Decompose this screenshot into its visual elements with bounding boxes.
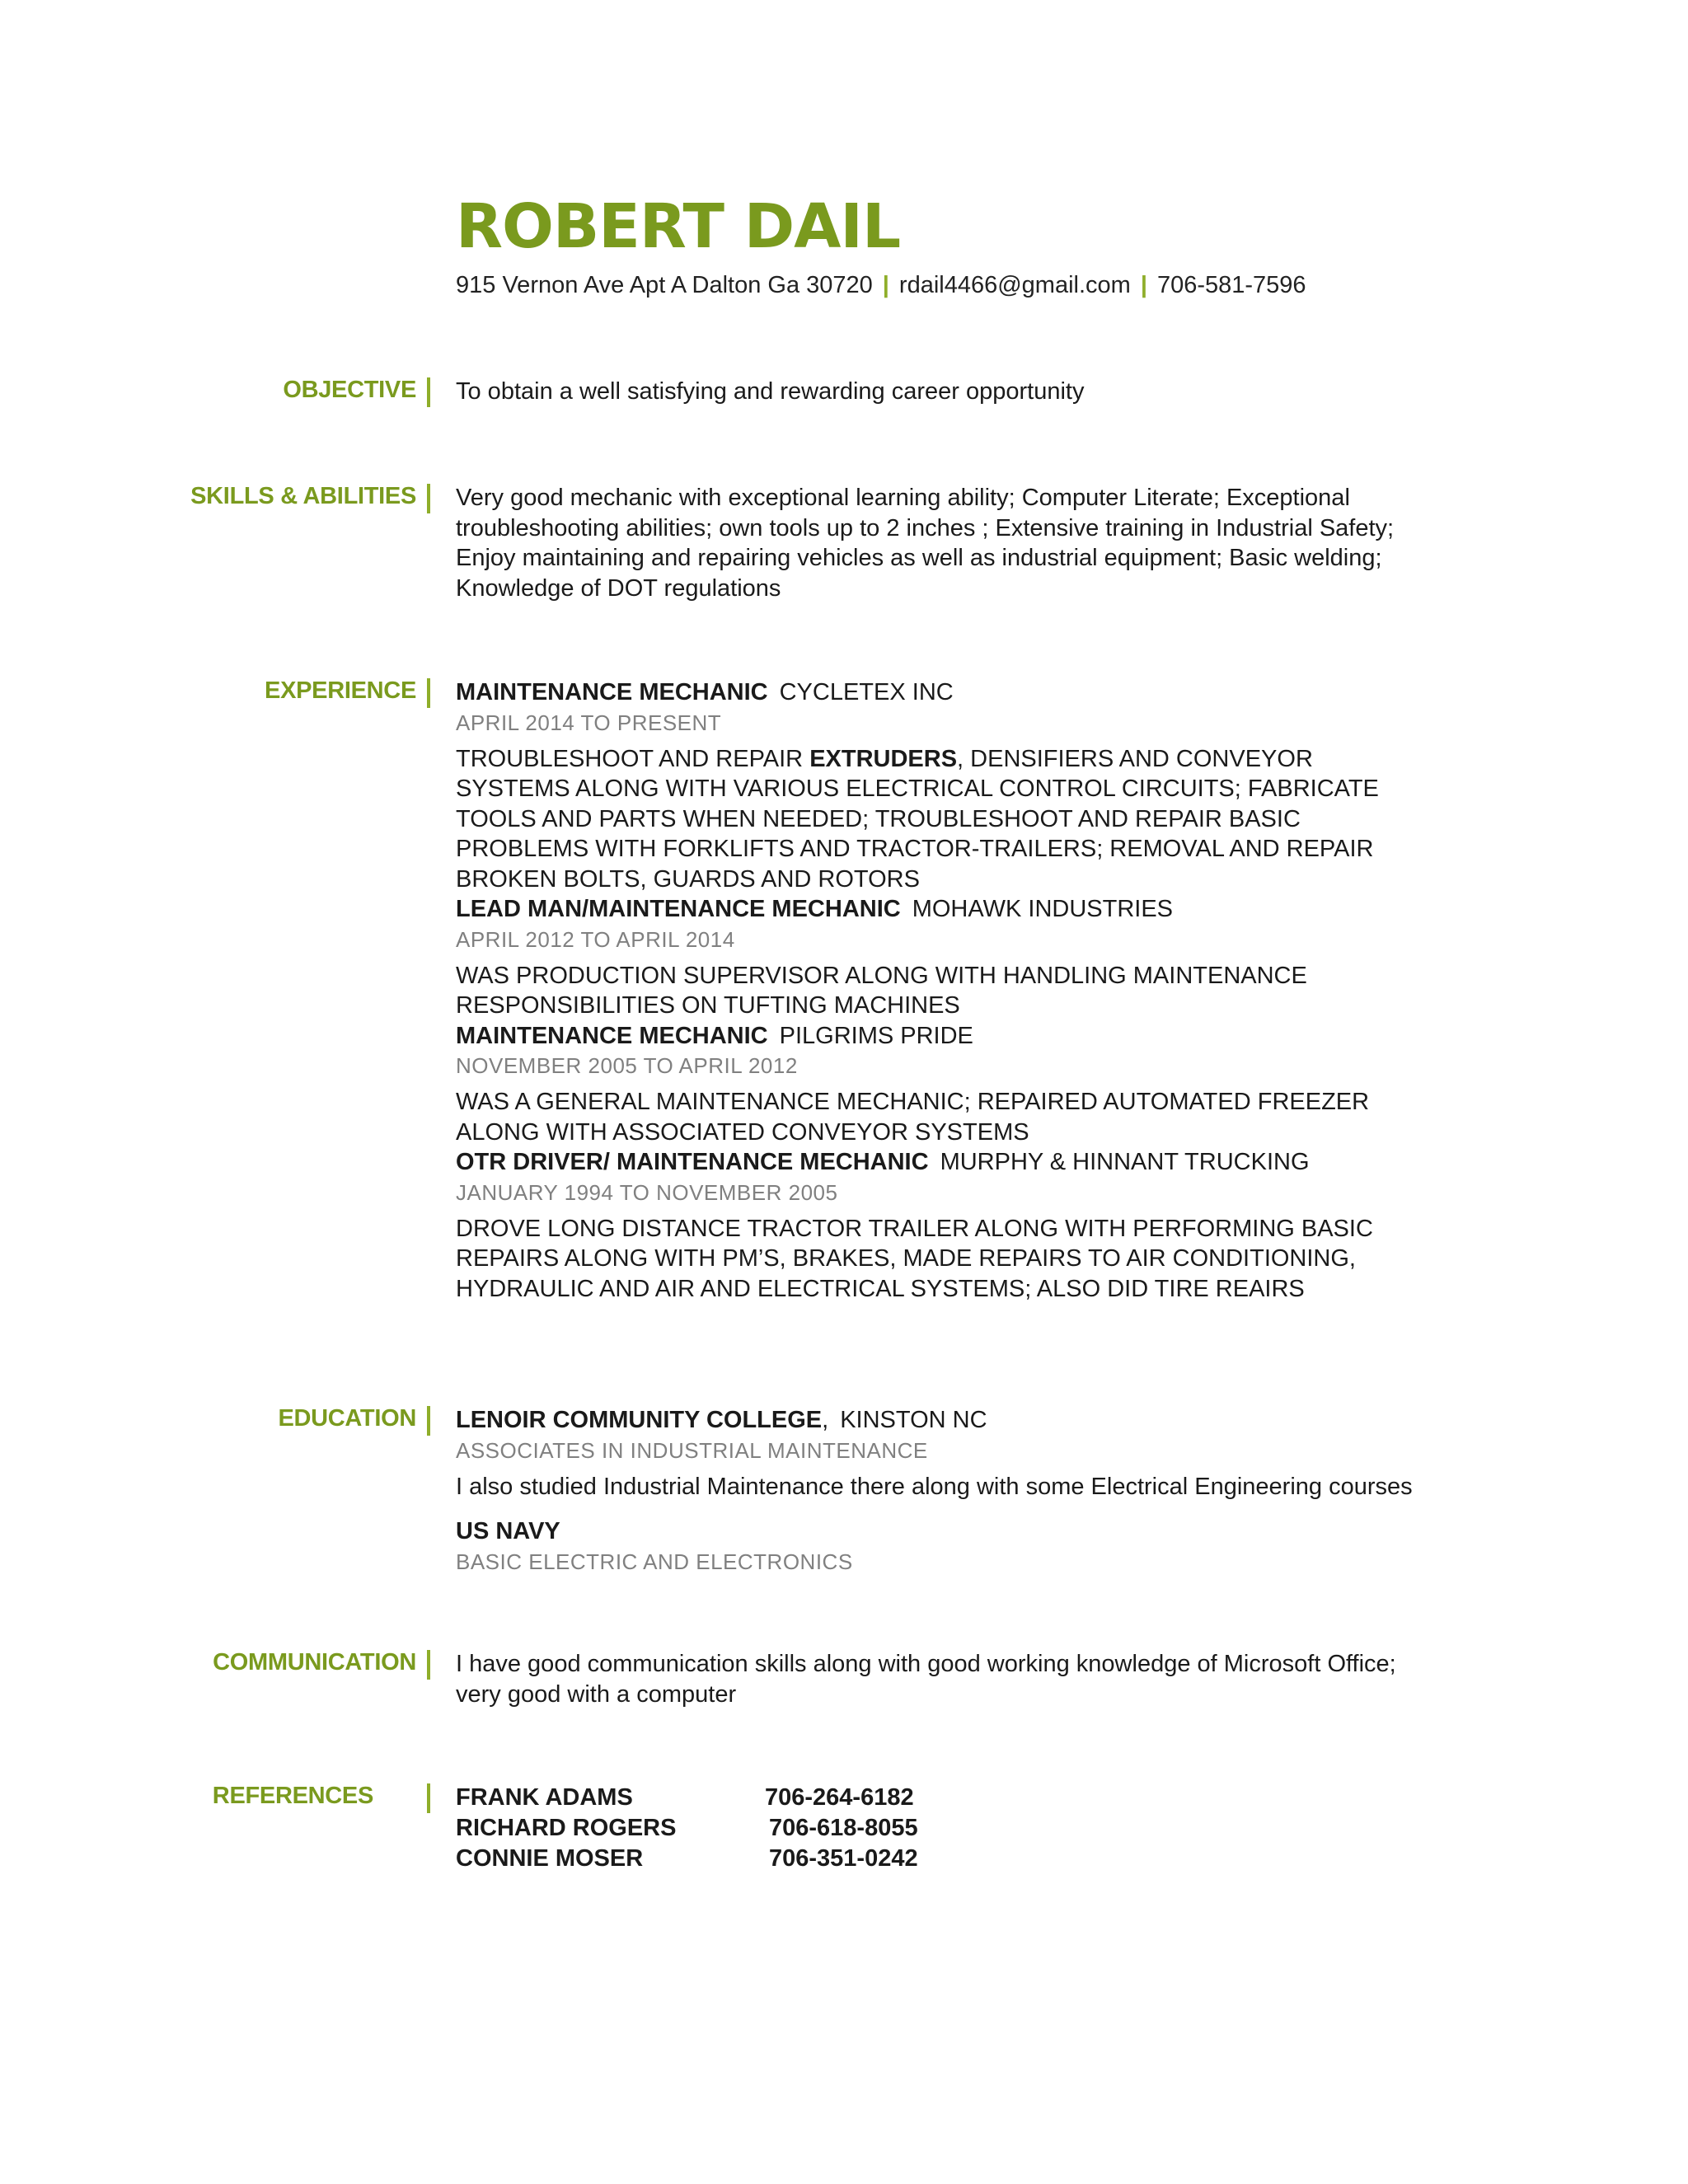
reference-name: RICHARD ROGERS — [456, 1815, 677, 1841]
section-bar — [427, 1783, 430, 1813]
school-name: US NAVY — [456, 1518, 560, 1544]
job-description: WAS PRODUCTION SUPERVISOR ALONG WITH HANDLING MAINTENANCE RESPONSIBILITIES ON TUFTING MACHINES — [456, 962, 1307, 1019]
job-company: MOHAWK INDUSTRIES — [912, 896, 1174, 922]
section-label-experience: EXPERIENCE — [265, 677, 416, 704]
references-list — [456, 1783, 1478, 1874]
degree: BASIC ELECTRIC AND ELECTRONICS — [456, 1549, 853, 1574]
job-title: MAINTENANCE MECHANIC — [456, 1022, 768, 1049]
job-title: MAINTENANCE MECHANIC — [456, 679, 768, 705]
education-entry — [456, 1405, 1478, 1502]
section-label-education: EDUCATION — [278, 1405, 416, 1432]
school-name: LENOIR COMMUNITY COLLEGE — [456, 1407, 823, 1433]
section-label-skills: SKILLS & ABILITIES — [190, 483, 416, 509]
degree: ASSOCIATES IN INDUSTRIAL MAINTENANCE — [456, 1437, 928, 1463]
objective-text: To obtain a well satisfying and rewarding career opportunity — [456, 378, 1085, 405]
job-description-text: TROUBLESHOOT AND REPAIR — [456, 745, 810, 772]
section-bar — [427, 678, 430, 708]
spacer — [456, 1502, 1478, 1516]
section-label-references: REFERENCES — [212, 1783, 373, 1809]
job-description: WAS A GENERAL MAINTENANCE MECHANIC; REPAIRED AUTOMATED FREEZER ALONG WITH ASSOCIATED CONVEYOR SYSTEMS — [456, 1089, 1370, 1146]
education-entry — [456, 1516, 1478, 1577]
education-note: I also studied Industrial Maintenance there along with some Electrical Engineering courses — [456, 1473, 1413, 1500]
job-description — [456, 744, 1428, 895]
job-entry — [456, 1021, 1428, 1148]
reference-row — [456, 1844, 1478, 1874]
skills-line: Knowledge of DOT regulations — [456, 574, 781, 602]
job-company: MURPHY & HINNANT TRUCKING — [940, 1149, 1310, 1175]
job-title: OTR DRIVER/ MAINTENANCE MECHANIC — [456, 1149, 929, 1175]
job-entry — [456, 894, 1428, 1021]
skills-line: Enjoy maintaining and repairing vehicles as well as industrial equipment; Basic welding; — [456, 545, 1382, 571]
school-location: KINSTON NC — [840, 1407, 987, 1433]
candidate-name: ROBERT DAIL — [456, 191, 901, 262]
job-title: LEAD MAN/MAINTENANCE MECHANIC — [456, 896, 901, 922]
separator: | — [1140, 272, 1147, 298]
job-company: PILGRIMS PRIDE — [779, 1022, 973, 1049]
section-bar — [427, 377, 430, 407]
job-company: CYCLETEX INC — [779, 679, 954, 705]
skills-text — [456, 483, 1478, 603]
address: 915 Vernon Ave Apt A Dalton Ga 30720 — [456, 272, 873, 298]
job-dates: JANUARY 1994 TO NOVEMBER 2005 — [456, 1179, 838, 1205]
phone: 706-581-7596 — [1156, 272, 1306, 298]
skills-line: Very good mechanic with exceptional learning ability; Computer Literate; Exceptional — [456, 485, 1350, 511]
separator: | — [882, 272, 889, 298]
section-label-communication: COMMUNICATION — [213, 1649, 416, 1675]
section-bar — [427, 1650, 430, 1680]
section-label-objective: OBJECTIVE — [283, 377, 416, 403]
section-bar — [427, 1406, 430, 1436]
job-dates: NOVEMBER 2005 TO APRIL 2012 — [456, 1053, 798, 1078]
reference-phone: 706-351-0242 — [769, 1845, 918, 1872]
communication-line: I have good communication skills along with good working knowledge of Microsoft Office; — [456, 1651, 1396, 1677]
experience-list — [456, 677, 1428, 1304]
job-description-bold: EXTRUDERS — [809, 745, 958, 772]
comma: , — [822, 1407, 829, 1433]
job-entry — [456, 677, 1428, 894]
reference-name: FRANK ADAMS — [456, 1784, 633, 1811]
job-dates: APRIL 2014 TO PRESENT — [456, 710, 722, 735]
reference-phone: 706-264-6182 — [765, 1784, 914, 1811]
reference-row — [456, 1783, 1478, 1813]
education-list — [456, 1405, 1478, 1577]
communication-line: very good with a computer — [456, 1680, 737, 1708]
email[interactable]: rdail4466@gmail.com — [898, 272, 1131, 298]
communication-text — [456, 1649, 1478, 1709]
job-description-text: , DENSIFIERS AND CONVEYOR SYSTEMS ALONG WITH VARIOUS ELECTRICAL CONTROL CIRCUITS; FABRICATE TOOLS AND PARTS WHEN NEEDED; TROUBLESHOOT AND REPAIR BASIC PROBLEMS WITH FORKLIFTS AND TRACTOR-TRAILERS; REMOVAL AND REPAIR BROKEN BOLTS, GUARDS AND ROTORS — [456, 745, 1379, 893]
contact-line — [456, 272, 1306, 299]
reference-name: CONNIE MOSER — [456, 1845, 644, 1872]
skills-line: troubleshooting abilities; own tools up to 2 inches ; Extensive training in Industrial Safety; — [456, 514, 1395, 541]
reference-row — [456, 1813, 1478, 1844]
section-bar — [427, 484, 430, 513]
reference-phone: 706-618-8055 — [769, 1815, 918, 1841]
job-description: DROVE LONG DISTANCE TRACTOR TRAILER ALONG WITH PERFORMING BASIC REPAIRS ALONG WITH PM’S, BRAKES, MADE REPAIRS TO AIR CONDITIONING, HYDRAULIC AND AIR AND ELECTRICAL SYSTEMS; ALSO DID TIRE REAIRS — [456, 1215, 1373, 1302]
job-entry — [456, 1147, 1428, 1304]
job-dates: APRIL 2012 TO APRIL 2014 — [456, 926, 735, 952]
